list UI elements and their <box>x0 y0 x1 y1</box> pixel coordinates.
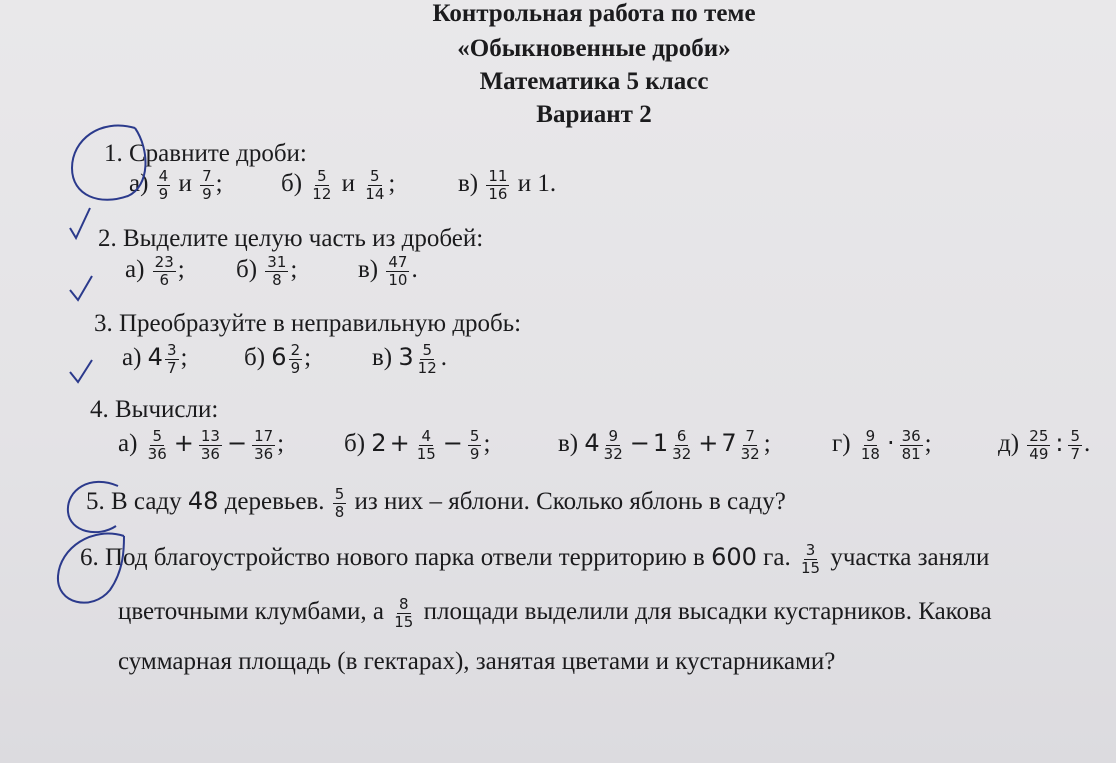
operator: − <box>629 429 650 458</box>
punct: ; <box>388 170 396 198</box>
numerator: 8 <box>399 595 409 613</box>
header-line-3: Математика 5 класс <box>479 68 709 95</box>
operator: : <box>1055 429 1064 458</box>
denominator: 7 <box>1070 445 1081 463</box>
task-text: Под благоустройство нового парка отвели территорию в <box>105 544 705 572</box>
item-label: в) <box>458 170 479 198</box>
punct: . <box>411 256 418 284</box>
denominator: 12 <box>417 359 437 377</box>
item-label: а) <box>125 256 145 284</box>
item-label: б) <box>344 430 366 458</box>
numerator: 5 <box>469 427 480 445</box>
whole-part: 2 <box>371 429 387 458</box>
numerator: 25 <box>1029 427 1049 445</box>
task-text: Преобразуйте в неправильную дробь: <box>119 310 522 337</box>
denominator: 16 <box>488 185 508 203</box>
punct: ; <box>763 430 771 458</box>
operator: − <box>442 429 463 458</box>
task-number: 1. <box>104 140 123 167</box>
numerator: 4 <box>421 427 431 445</box>
task-number: 5. <box>86 488 105 516</box>
task-text: цветочными клумбами, а <box>118 598 385 626</box>
unit: га. <box>763 544 791 572</box>
denominator: 9 <box>290 359 301 377</box>
item-label: а) <box>118 430 138 458</box>
numerator: 7 <box>745 427 755 445</box>
numerator: 13 <box>200 427 220 445</box>
header-line-4: Вариант 2 <box>536 101 652 128</box>
numerator: 3 <box>166 341 177 359</box>
check-mark-task-2b <box>70 276 92 300</box>
punct: ; <box>483 430 491 458</box>
conjunction: и <box>178 170 192 198</box>
operator: − <box>226 429 248 458</box>
task-number: 4. <box>90 396 109 423</box>
whole-part: 4 <box>584 429 600 458</box>
punct: ; <box>180 344 188 372</box>
denominator: 6 <box>159 271 169 289</box>
task-text: из них – яблони. Сколько яблонь в саду? <box>354 488 786 516</box>
numerator: 11 <box>488 167 508 185</box>
numerator: 23 <box>154 253 174 271</box>
denominator: 8 <box>334 503 345 521</box>
denominator: 81 <box>901 445 921 463</box>
numerator: 5 <box>334 485 345 503</box>
numerator: 5 <box>317 167 327 185</box>
denominator: 15 <box>416 445 436 463</box>
numerator: 36 <box>901 427 921 445</box>
denominator: 15 <box>800 559 821 577</box>
punct: ; <box>304 344 312 372</box>
denominator: 14 <box>365 185 385 203</box>
item-label: б) <box>236 256 258 284</box>
item-label: в) <box>558 430 579 458</box>
item-label: в) <box>358 256 379 284</box>
denominator: 7 <box>166 359 177 377</box>
operator: + <box>698 429 719 458</box>
punct: ; <box>290 256 298 284</box>
denominator: 18 <box>860 445 880 463</box>
denominator: 9 <box>158 185 169 203</box>
circle-mark-task-6 <box>58 534 124 603</box>
task-text: участка заняли <box>830 544 990 572</box>
numerator: 9 <box>865 427 876 445</box>
task-number: 2. <box>98 225 117 252</box>
check-mark-task-3 <box>70 360 92 382</box>
punct: ; <box>924 430 932 458</box>
whole-part: 7 <box>721 429 737 458</box>
numerator: 5 <box>1070 427 1081 445</box>
circle-mark-task-5 <box>68 482 118 532</box>
denominator: 32 <box>672 445 692 463</box>
task-text: площади выделили для высадки кустарников. Какова <box>423 598 992 626</box>
item-label: г) <box>832 430 851 458</box>
task-text: Выделите целую часть из дробей: <box>123 225 484 252</box>
operator: + <box>173 429 194 458</box>
whole-part: 4 <box>147 343 163 372</box>
number: 48 <box>187 487 219 516</box>
denominator: 32 <box>603 445 623 463</box>
denominator: 8 <box>272 271 282 289</box>
item-label: б) <box>281 170 303 198</box>
punct: ; <box>215 170 223 198</box>
numerator: 5 <box>370 167 380 185</box>
item-label: б) <box>244 344 266 372</box>
item-label: д) <box>998 430 1020 458</box>
task-number: 3. <box>94 310 113 337</box>
task-text: деревьев. <box>224 488 325 516</box>
denominator: 12 <box>312 185 332 203</box>
conjunction: и <box>341 170 356 198</box>
denominator: 36 <box>200 445 220 463</box>
punct: ; <box>277 430 285 458</box>
numerator: 17 <box>254 427 274 445</box>
task-number: 6. <box>80 544 99 572</box>
whole-part: 3 <box>398 343 414 372</box>
denominator: 9 <box>469 445 480 463</box>
numerator: 6 <box>676 427 687 445</box>
numerator: 5 <box>152 427 162 445</box>
circle-mark-task-1 <box>72 126 145 200</box>
item-label: а) <box>129 170 149 198</box>
denominator: 15 <box>394 613 414 631</box>
header-line-1: Контрольная работа по теме <box>432 0 756 27</box>
number: 600 <box>711 543 757 572</box>
task-text: Вычисли: <box>115 396 219 423</box>
denominator: 9 <box>202 185 212 203</box>
task-text: суммарная площадь (в гектарах), занятая цветами и кустарниками? <box>118 648 836 675</box>
denominator: 32 <box>740 445 760 463</box>
task-text: В саду <box>111 488 182 516</box>
numerator: 31 <box>267 253 287 271</box>
numerator: 5 <box>422 341 432 359</box>
task-text: Сравните дроби: <box>129 140 307 167</box>
numerator: 7 <box>202 167 212 185</box>
comparison-tail: и 1. <box>517 170 557 198</box>
item-label: в) <box>372 344 393 372</box>
whole-part: 1 <box>652 429 669 458</box>
whole-part: 6 <box>271 343 287 372</box>
header-line-2: «Обыкновенные дроби» <box>457 35 731 62</box>
numerator: 4 <box>158 167 169 185</box>
numerator: 9 <box>608 427 618 445</box>
operator: · <box>886 429 895 458</box>
operator: + <box>389 429 410 458</box>
numerator: 3 <box>805 541 816 559</box>
denominator: 49 <box>1029 445 1049 463</box>
denominator: 36 <box>147 445 167 463</box>
punct: ; <box>177 256 185 284</box>
punct: . <box>1084 430 1091 458</box>
denominator: 10 <box>388 271 408 289</box>
denominator: 36 <box>254 445 274 463</box>
check-mark-task-2 <box>70 208 90 238</box>
punct: . <box>440 344 448 372</box>
numerator: 2 <box>290 341 301 359</box>
item-label: а) <box>122 344 142 372</box>
numerator: 47 <box>388 253 408 271</box>
